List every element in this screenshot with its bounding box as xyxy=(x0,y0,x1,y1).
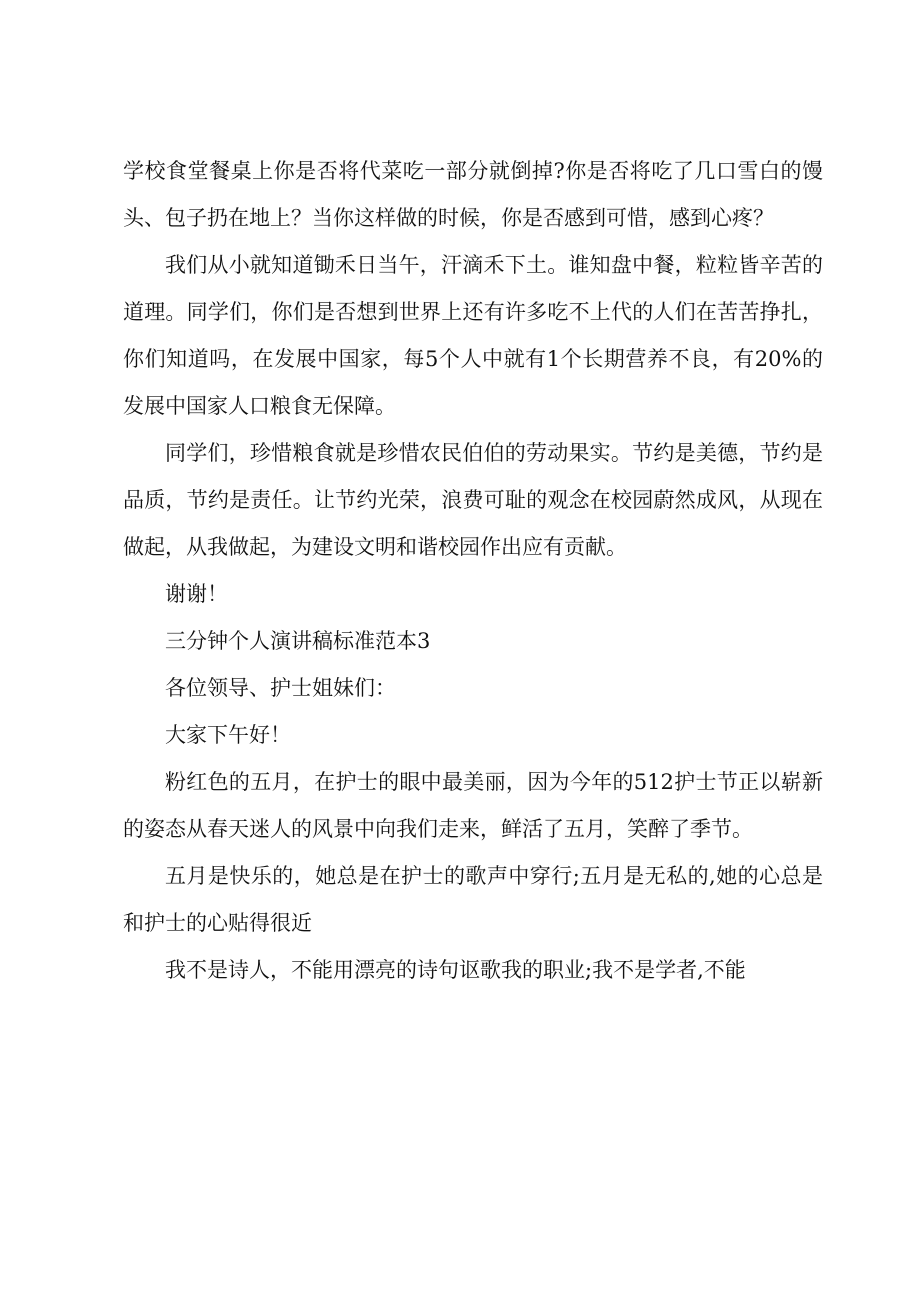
paragraph-may-is-happy: 五月是快乐的，她总是在护士的歌声中穿行;五月是无私的,她的心总是和护士的心贴得很近 xyxy=(123,864,823,935)
paragraph-thanks: 谢谢！ xyxy=(165,582,228,606)
document-body xyxy=(123,148,823,994)
paragraph-cherish-food: 同学们，珍惜粮食就是珍惜农民伯伯的劳动果实。节约是美德，节约是品质，节约是责任。让节约光荣，浪费可耻的观念在校园蔚然成风，从现在做起，从我做起，为建设文明和谐校园作出应有贡献。 xyxy=(123,441,823,559)
paragraph-not-a-poet: 我不是诗人，不能用漂亮的诗句讴歌我的职业;我不是学者,不能 xyxy=(165,958,746,982)
paragraph-salutation: 各位领导、护士姐妹们： xyxy=(165,676,396,700)
paragraph-greeting: 大家下午好！ xyxy=(165,723,291,747)
paragraph-hardship-of-farming: 我们从小就知道锄禾日当午，汗滴禾下土。谁知盘中餐，粒粒皆辛苦的道理。同学们，你们是否想到世界上还有许多吃不上代的人们在苦苦挣扎，你们知道吗，在发展中国家，每5个人中就有1个长期营养不良，有20%的发展中国家人口粮食无保障。 xyxy=(123,253,823,418)
section-heading: 三分钟个人演讲稿标准范本3 xyxy=(165,629,431,653)
paragraph-food-waste-question: 学校食堂餐桌上你是否将代菜吃一部分就倒掉?你是否将吃了几口雪白的馒头、包子扔在地上？当你这样做的时候，你是否感到可惜，感到心疼？ xyxy=(123,159,823,230)
paragraph-pink-may: 粉红色的五月，在护士的眼中最美丽，因为今年的512护士节正以崭新的姿态从春天迷人的风景中向我们走来，鲜活了五月，笑醉了季节。 xyxy=(123,770,823,841)
